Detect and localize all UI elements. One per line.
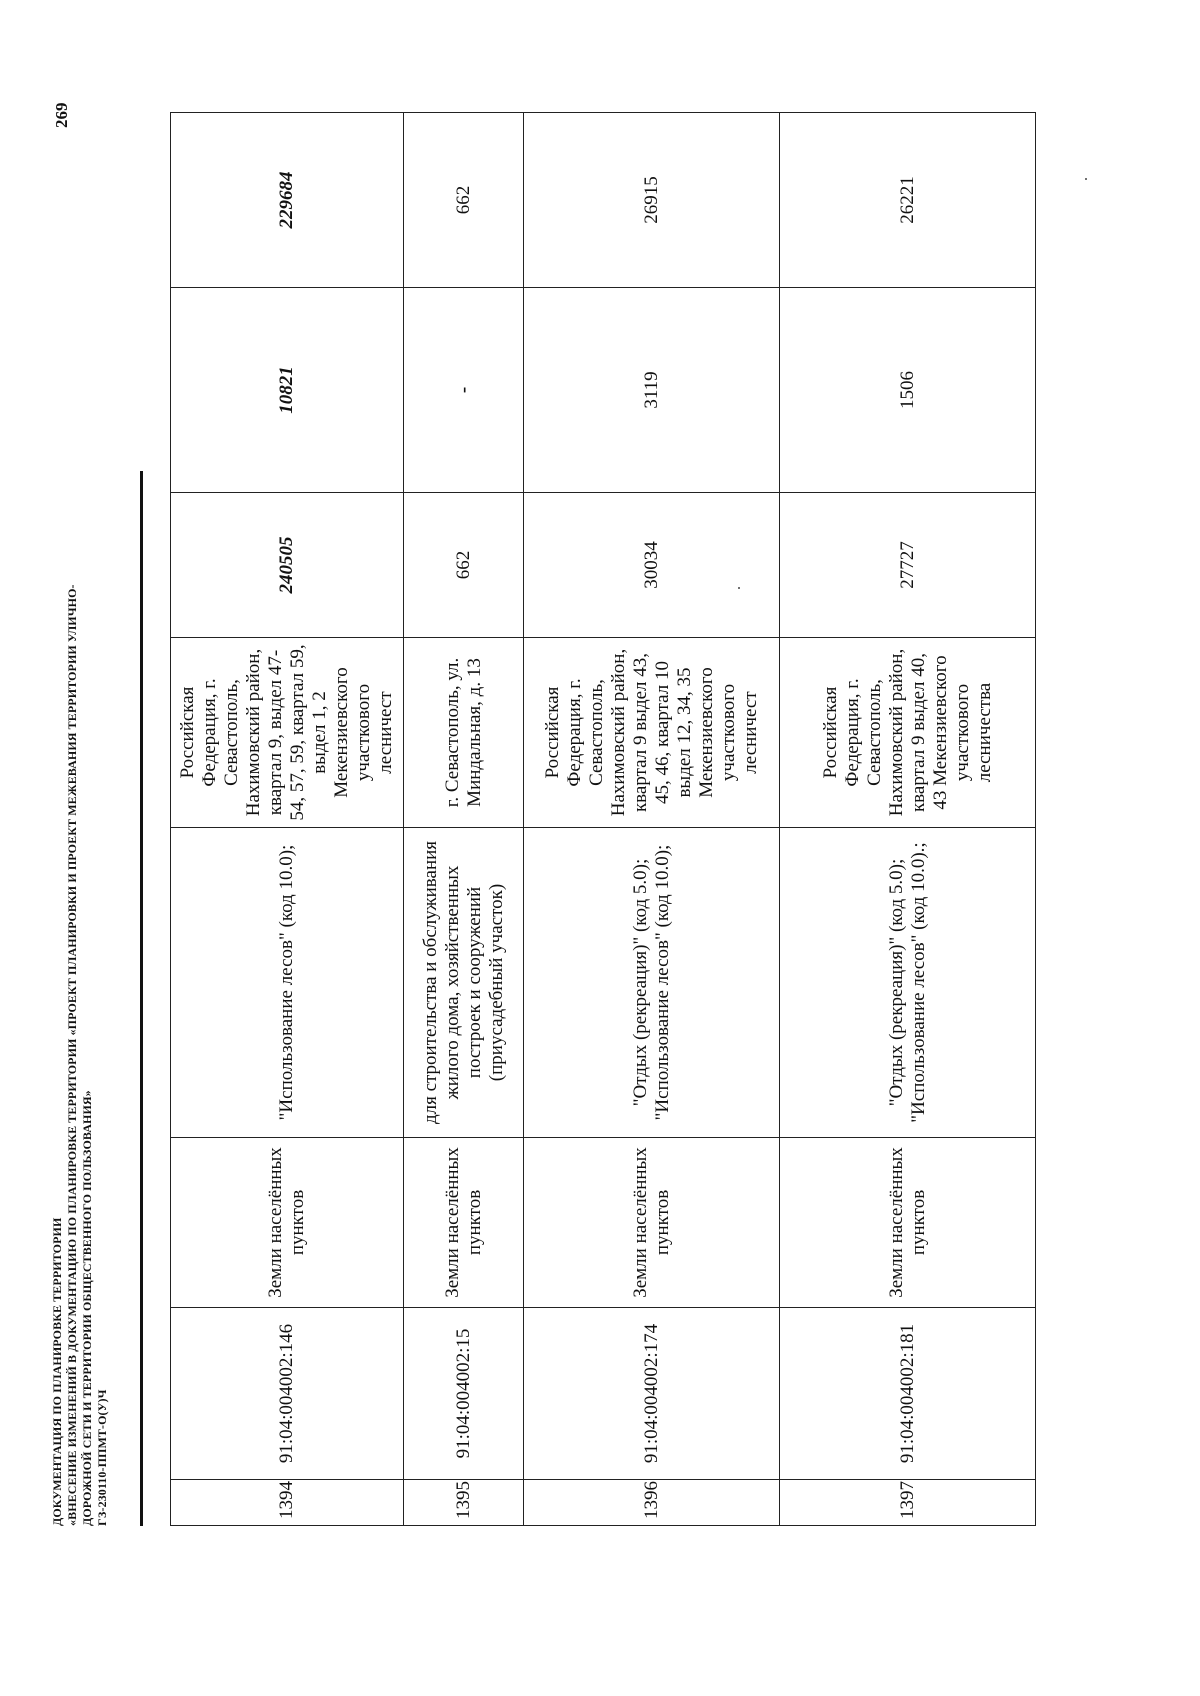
total-area: 30034 [524,493,780,638]
table-row [171,113,404,1526]
permitted-use: "Отдых (рекреация)" (код 5.0); "Использование лесов" (код 10.0); [524,828,780,1138]
header-line-3: ДОРОЖНОЙ СЕТИ И ТЕРРИТОРИИ ОБЩЕСТВЕННОГО ПОЛЬЗОВАНИЯ» [80,1090,94,1526]
permitted-use: для строительства и обслуживания жилого дома, хозяйственных построек и сооружений (приусадебный участок) [404,828,524,1138]
header-rule [140,471,143,1526]
table-row [780,113,1036,1526]
header-line-4: ГЗ-230110-ППМТ-О(У)Ч [95,1389,109,1526]
withdrawn-area: 3119 [524,288,780,493]
address: Российская Федерация, г. Севастополь, Нахимовский район, квартал 9, выдел 47-54, 57, 59, квартал 59, выдел 1, 2 Мекензиевского участкового лесничест [171,638,404,828]
total-area: 27727 [780,493,1036,638]
land-category: Земли населённых пунктов [404,1138,524,1308]
permitted-use: "Использование лесов" (код 10.0); [171,828,404,1138]
remaining-area: 26221 [780,113,1036,288]
scan-speck [738,587,740,589]
land-category: Земли населённых пунктов [171,1138,404,1308]
total-area: 662 [404,493,524,638]
cadastral-number: 91:04:004002:174 [524,1308,780,1480]
page-number: 269 [52,102,71,128]
land-plots-table [170,112,1036,1526]
row-number: 1397 [780,1480,1036,1526]
table-row [404,113,524,1526]
document-header [50,106,110,1526]
land-category: Земли населённых пунктов [524,1138,780,1308]
header-line-2: «ВНЕСЕНИЕ ИЗМЕНЕНИЙ В ДОКУМЕНТАЦИЮ ПО ПЛАНИРОВКЕ ТЕРРИТОРИИ «ПРОЕКТ ПЛАНИРОВКИ И ПРОЕКТ МЕЖЕВАНИЯ ТЕРРИТОРИИ УЛИЧНО- [65,584,79,1526]
row-number: 1396 [524,1480,780,1526]
total-area: 240505 [171,493,404,638]
table-row [524,113,780,1526]
scan-speck [1085,178,1087,180]
address: г. Севастополь, ул. Миндальная, д. 13 [404,638,524,828]
withdrawn-area: 1506 [780,288,1036,493]
cadastral-number: 91:04:004002:146 [171,1308,404,1480]
address: Российская Федерация, г. Севастополь, Нахимовский район, квартал 9 выдел 43, 45, 46, квартал 10 выдел 12, 34, 35 Мекензиевского участкового лесничест [524,638,780,828]
row-number: 1395 [404,1480,524,1526]
remaining-area: 229684 [171,113,404,288]
permitted-use: "Отдых (рекреация)" (код 5.0); "Использование лесов" (код 10.0).; [780,828,1036,1138]
address: Российская Федерация, г. Севастополь, Нахимовский район, квартал 9 выдел 40, 43 Мекензиевского участкового лесничества [780,638,1036,828]
remaining-area: 662 [404,113,524,288]
row-number: 1394 [171,1480,404,1526]
land-category: Земли населённых пунктов [780,1138,1036,1308]
remaining-area: 26915 [524,113,780,288]
cadastral-number: 91:04:004002:15 [404,1308,524,1480]
cadastral-number: 91:04:004002:181 [780,1308,1036,1480]
withdrawn-area: - [404,288,524,493]
header-line-1: ДОКУМЕНТАЦИЯ ПО ПЛАНИРОВКЕ ТЕРРИТОРИИ [50,1217,64,1526]
withdrawn-area: 10821 [171,288,404,493]
